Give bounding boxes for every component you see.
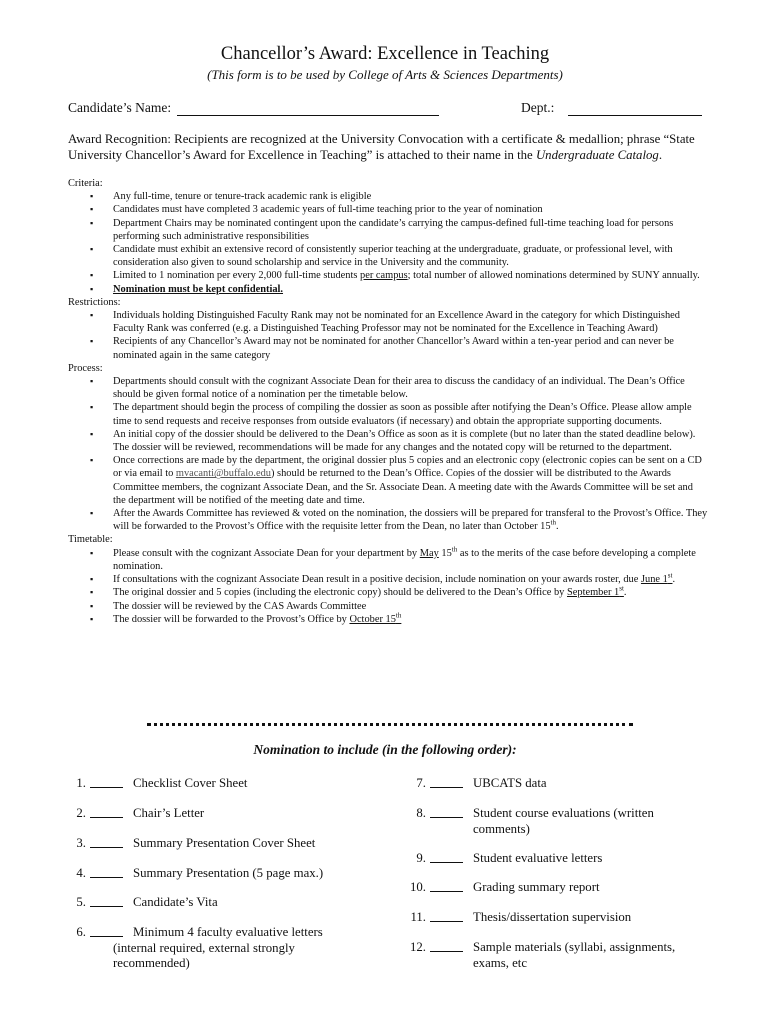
list-item: ▪ Any full-time, tenure or tenure-track academic rank is eligible (68, 190, 708, 203)
item-number: 12. (410, 940, 426, 954)
t3-date-text: September 1 (566, 587, 620, 599)
list-item (68, 586, 708, 599)
list-item (68, 454, 708, 507)
email-link[interactable]: mvacanti@buffalo.edu (175, 468, 271, 480)
criteria-list (68, 190, 708, 296)
item-label: Minimum 4 faculty evaluative letters (133, 925, 323, 939)
list-item: ▪ The dossier will be reviewed by the CAS Awards Committee (68, 600, 708, 613)
item-label: UBCATS data (473, 776, 547, 790)
check-blank[interactable] (430, 787, 463, 788)
t5-date-text: October 15 (349, 613, 396, 625)
ordinal-suffix: st (619, 584, 624, 593)
item-number: 5. (76, 895, 86, 909)
after-text-end: . (555, 521, 559, 533)
t3-text: The original dossier and 5 copies (including the electronic copy) should be delivered to the Dean’s Office by (113, 587, 567, 599)
restrictions-list (68, 309, 708, 362)
item-number: 10. (410, 880, 426, 894)
item-label-line2: exams, etc (473, 955, 528, 970)
item-label-line3: recommended) (113, 956, 190, 970)
item-label: Thesis/dissertation supervision (473, 910, 632, 924)
process-heading: Process: (68, 362, 103, 374)
dept-label: Dept.: (521, 100, 555, 115)
checklist-item (400, 910, 710, 930)
t3-text-end: . (623, 587, 627, 599)
list-item (68, 283, 708, 296)
t5-text: The dossier will be forwarded to the Provost’s Office by (113, 613, 350, 625)
list-item (68, 507, 708, 533)
check-blank[interactable] (430, 817, 463, 818)
item-label: Summary Presentation (5 page max.) (133, 866, 324, 880)
ordinal-suffix: st (667, 571, 673, 580)
list-item: ▪ Individuals holding Distinguished Faculty Rank may not be nominated for an Excellence Award in the category for which Distinguished Faculty Rank was conferred (e.g. a Distinguished Teaching Professor may not be nominated for the Excellence in Teaching Award) (68, 309, 708, 335)
item-label: Summary Presentation Cover Sheet (133, 836, 316, 850)
item-number: 11. (410, 910, 426, 924)
checklist-item (400, 806, 710, 842)
check-blank[interactable] (90, 906, 123, 907)
t5-date (349, 611, 402, 625)
list-item: ▪ Recipients of any Chancellor’s Award may not be nominated for another Chancellor’s Award within a ten-year period and can never be nominated again in the same category (68, 335, 708, 361)
restrictions-heading: Restrictions: (68, 296, 121, 308)
page-title: Chancellor’s Award: Excellence in Teaching (220, 44, 550, 64)
requirements-body (68, 177, 708, 626)
list-item (68, 573, 708, 586)
item-label: Grading summary report (473, 880, 600, 894)
checklist-item (400, 940, 710, 976)
list-item: ▪ Candidate must exhibit an extensive record of consistently superior teaching at the undergraduate, graduate, or professional level, with consideration also given to sound scholarship and service in the University and the community. (68, 243, 708, 269)
item-label: Sample materials (syllabi, assignments, (473, 940, 676, 954)
page-subtitle: (This form is to be used by College of Arts & Sciences Departments) (207, 67, 563, 82)
list-item (68, 269, 708, 282)
checklist-item (60, 806, 360, 826)
t1-text-end: as to the merits of the case before developing a complete nomination. (113, 547, 696, 572)
item-number: 3. (76, 836, 86, 850)
limit-text-end: ; total number of allowed nominations determined by SUNY annually. (407, 270, 700, 282)
item-label-line2: comments) (473, 821, 530, 836)
corrections-text-end: ) should be returned to the Dean’s Office. Copies of the dossier will be distributed to the Awards Committee members, the cognizant Associate Dean, and the Sr. Associate Dean. A meeting date with the Awards Committee will be set and the department will be notified of the meeting date and time. (113, 468, 693, 506)
timetable-heading: Timetable: (68, 534, 113, 546)
item-number: 1. (76, 776, 86, 790)
item-number: 8. (416, 806, 426, 820)
item-number: 2. (76, 806, 86, 820)
recognition-text: Award Recognition: Recipients are recognized at the University Convocation with a certificate & medallion; phrase “State University Chancellor’s Award for Excellence in Teaching” is attached to their name in the (68, 132, 695, 162)
item-number: 9. (416, 851, 426, 865)
list-item (68, 547, 708, 573)
award-recognition (68, 131, 708, 163)
ordinal-suffix: th (550, 518, 556, 527)
t1-text: Please consult with the cognizant Associate Dean for your department by (113, 547, 420, 559)
checklist-item (400, 851, 710, 871)
checklist-item (60, 866, 360, 886)
checklist-item (60, 895, 360, 915)
list-item: ▪ An initial copy of the dossier should be delivered to the Dean’s Office as soon as it is complete (but no later than the stated deadline below). The dossier will be reviewed, recommendations will be made for any changes and the notated copy will be returned to the department. (68, 428, 708, 454)
checklist-item (60, 925, 360, 975)
item-number: 4. (76, 866, 86, 880)
candidate-name-field[interactable] (177, 115, 439, 116)
timetable-list (68, 547, 708, 626)
ordinal-suffix: th (395, 611, 402, 620)
after-text: After the Awards Committee has reviewed & voted on the nomination, the dossiers will be prepared for transferal to the Provost’s Office. They will be forwarded to the Provost’s Office with the requisite letter from the Dean, no later than October 15 (113, 508, 708, 533)
check-blank[interactable] (90, 936, 123, 937)
t2-text-end: . (672, 574, 676, 586)
corrections-text: Once corrections are made by the department, the original dossier plus 5 copies and an electronic copy (electronic copies can be sent on a CD or via email to (113, 455, 702, 480)
item-number: 7. (416, 776, 426, 790)
item-label: Student course evaluations (written (473, 806, 654, 820)
confidential-note: Nomination must be kept confidential. (113, 283, 284, 295)
list-item: ▪ Departments should consult with the cognizant Associate Dean for their area to discuss the candidacy of an individual. The Dean’s Office should be given formal notice of a nomination per the timetable below. (68, 375, 708, 401)
item-label-line2: (internal required, external strongly (113, 940, 295, 955)
list-item: ▪ Department Chairs may be nominated contingent upon the candidate’s carrying the campus-defined full-time teaching load for persons performing such administrative responsibilities (68, 217, 708, 243)
item-label: Chair’s Letter (133, 806, 205, 820)
checklist-item (400, 880, 710, 900)
t2-date (640, 571, 676, 586)
check-blank[interactable] (90, 787, 123, 788)
checklist-item (60, 776, 360, 796)
process-list (68, 375, 708, 533)
list-item: ▪ Candidates must have completed 3 academic years of full-time teaching prior to the year of nomination (68, 203, 708, 216)
check-blank[interactable] (430, 862, 463, 863)
per-campus-text: per campus (360, 270, 408, 282)
t2-date-text: June 1 (640, 574, 668, 586)
list-item (68, 613, 708, 626)
t1-day: 15 (438, 547, 452, 559)
check-blank[interactable] (430, 921, 463, 922)
item-label: Candidate’s Vita (133, 895, 218, 909)
recognition-suffix: . (658, 148, 663, 162)
t3-date (566, 584, 624, 599)
check-blank[interactable] (90, 847, 123, 848)
checklist-item (60, 836, 360, 856)
nomination-heading: Nomination to include (in the following order): (253, 742, 517, 757)
check-blank[interactable] (430, 891, 463, 892)
candidate-name-label: Candidate’s Name: (68, 100, 172, 115)
dept-field[interactable] (568, 115, 702, 116)
t1-date: May (419, 547, 439, 559)
ordinal-suffix: th (451, 545, 458, 554)
dotted-divider (147, 723, 633, 730)
check-blank[interactable] (430, 951, 463, 952)
checklist-item (400, 776, 710, 796)
t2-text: If consultations with the cognizant Associate Dean result in a positive decision, include nomination on your awards roster, due (113, 574, 641, 586)
criteria-heading: Criteria: (68, 178, 103, 189)
check-blank[interactable] (90, 877, 123, 878)
catalog-name: Undergraduate Catalog (535, 148, 659, 162)
item-label: Checklist Cover Sheet (133, 776, 248, 790)
check-blank[interactable] (90, 817, 123, 818)
limit-text: Limited to 1 nomination per every 2,000 full-time students (113, 270, 361, 282)
list-item: ▪ The department should begin the process of compiling the dossier as soon as possible after notifying the Dean’s Office. Please allow ample time to send requests and receive responses from outside evaluators (if necessary) and obtain the appropriate supporting documents. (68, 401, 708, 427)
item-number: 6. (76, 925, 86, 939)
item-label: Student evaluative letters (473, 851, 603, 865)
